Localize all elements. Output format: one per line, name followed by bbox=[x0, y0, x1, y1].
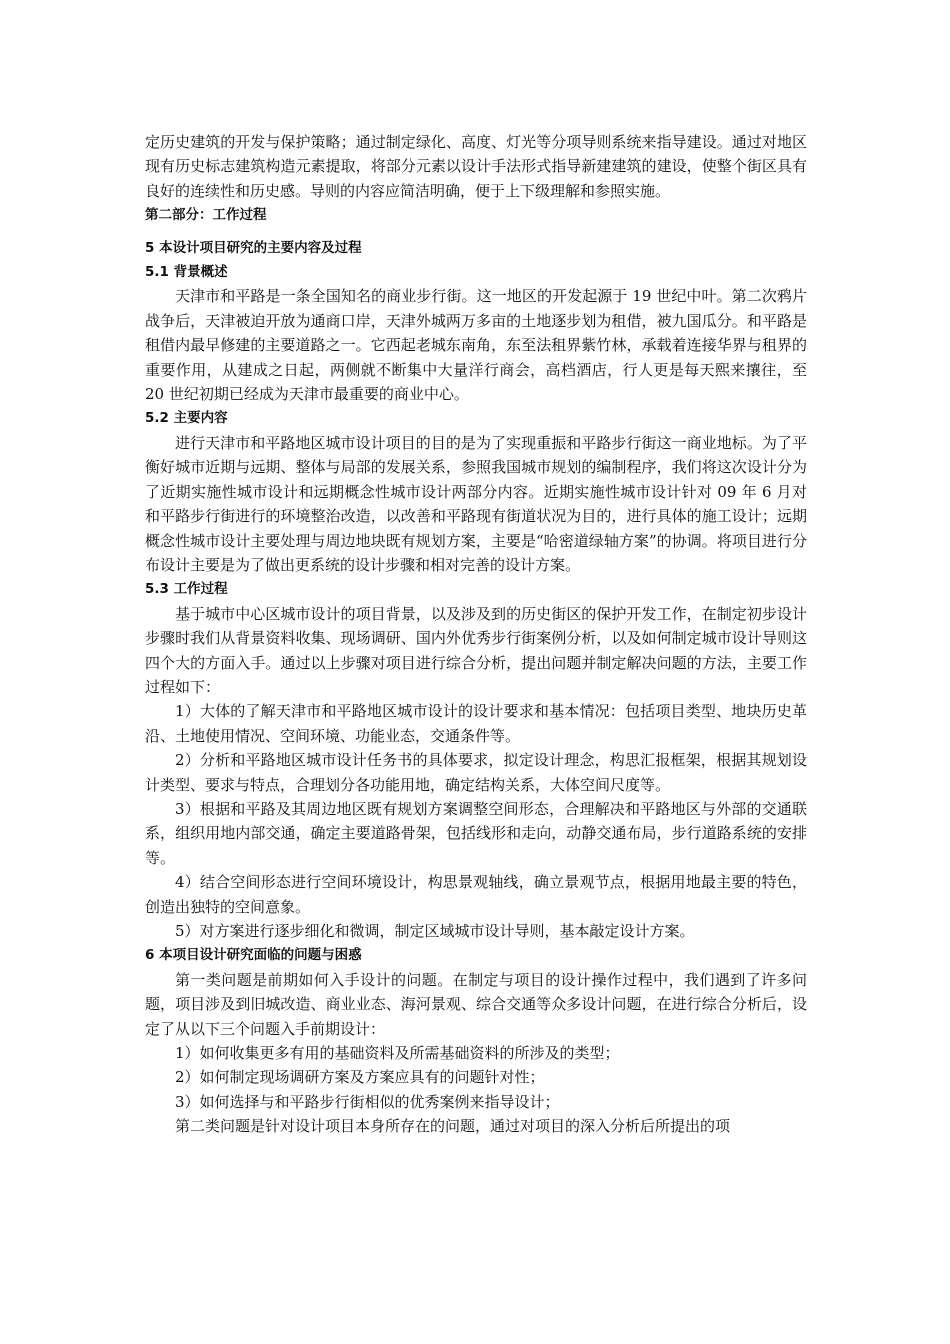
section-5-1-paragraph: 天津市和平路是一条全国知名的商业步行街。这一地区的开发起源于 19 世纪中叶。第二次鸦片战争后，天津被迫开放为通商口岸，天津外城两万多亩的土地逐步划为租借，被九国瓜分。和平路是租借内最早修建的主要道路之一。它西起老城东南角，东至法租界紫竹林，承载着连接华界与租界的重要作用，从建成之日起，两侧就不断集中大量洋行商会，高档酒店，行人更是每天熙来攘往，至 20 世纪初期已经成为天津市最重要的商业中心。 bbox=[145, 287, 807, 404]
section-5-2-paragraph: 进行天津市和平路地区城市设计项目的目的是为了实现重振和平路步行街这一商业地标。为了平衡好城市近期与远期、整体与局部的发展关系，参照我国城市规划的编制程序，我们将这次设计分为了近期实施性城市设计和远期概念性城市设计两部分内容。近期实施性城市设计针对 09 年 6 月对和平路步行街进行的环境整治改造，以改善和平路现有街道状况为目的，进行具体的施工设计；远期概念性城市设计主要处理与周边地块既有规划方案，主要是“哈密道绿轴方案”的协调。将项目进行分布设计主要是为了做出更系统的设计步骤和相对完善的设计方案。 bbox=[145, 433, 807, 574]
section-5-3-heading: 5.3 工作过程 bbox=[145, 581, 228, 598]
list-item: 3）根据和平路及其周边地区既有规划方案调整空间形态，合理解决和平路地区与外部的交通联系，组织用地内部交通，确定主要道路骨架，包括线形和走向，动静交通布局，步行道路系统的安排等。 bbox=[145, 799, 807, 867]
document-page bbox=[145, 130, 807, 1139]
section-5-3-paragraph: 基于城市中心区城市设计的项目背景，以及涉及到的历史街区的保护开发工作，在制定初步设计步骤时我们从背景资料收集、现场调研、国内外优秀步行街案例分析，以及如何制定城市设计导则这四个大的方面入手。通过以上步骤对项目进行综合分析，提出问题并制定解决问题的方法，主要工作过程如下： bbox=[145, 604, 807, 696]
part-heading: 第二部分：工作过程 bbox=[145, 207, 267, 224]
section-5-1-heading: 5.1 背景概述 bbox=[145, 264, 228, 281]
list-item: 2）分析和平路地区城市设计任务书的具体要求，拟定设计理念，构思汇报框架，根据其规划设计类型、要求与特点，合理划分各功能用地，确定结构关系，大体空间尺度等。 bbox=[145, 751, 807, 794]
section-6-paragraph-1: 第一类问题是前期如何入手设计的问题。在制定与项目的设计操作过程中，我们遇到了许多问题，项目涉及到旧城改造、商业业态、海河景观、综合交通等众多设计问题，在进行综合分析后，设定了从以下三个问题入手前期设计： bbox=[145, 970, 807, 1038]
list-item: 5）对方案进行逐步细化和微调，制定区域城市设计导则，基本敲定设计方案。 bbox=[175, 922, 695, 940]
list-item: 2）如何制定现场调研方案及方案应具有的问题针对性； bbox=[175, 1068, 545, 1087]
section-6-paragraph-2: 第二类问题是针对设计项目本身所存在的问题，通过对项目的深入分析后所提出的项 bbox=[175, 1117, 731, 1136]
intro-paragraph: 定历史建筑的开发与保护策略；通过制定绿化、高度、灯光等分项导则系统来指导建设。通过对地区现有历史标志建筑构造元素提取，将部分元素以设计手法形式指导新建建筑的建设，使整个街区具有良好的连续性和历史感。导则的内容应简洁明确，便于上下级理解和参照实施。 bbox=[145, 133, 807, 200]
list-item: 3）如何选择与和平路步行街相似的优秀案例来指导设计； bbox=[175, 1092, 560, 1111]
list-item: 1）大体的了解天津市和平路地区城市设计的设计要求和基本情况：包括项目类型、地块历史革沿、土地使用情况、空间环境、功能业态，交通条件等。 bbox=[145, 702, 807, 745]
section-5-heading: 5 本设计项目研究的主要内容及过程 bbox=[145, 239, 362, 256]
list-item: 4）结合空间形态进行空间环境设计，构思景观轴线，确立景观节点，根据用地最主要的特色，创造出独特的空间意象。 bbox=[145, 873, 807, 916]
list-item: 1）如何收集更多有用的基础资料及所需基础资料的所涉及的类型； bbox=[175, 1044, 620, 1063]
section-5-2-heading: 5.2 主要内容 bbox=[145, 410, 228, 427]
section-6-heading: 6 本项目设计研究面临的问题与困惑 bbox=[145, 947, 362, 964]
